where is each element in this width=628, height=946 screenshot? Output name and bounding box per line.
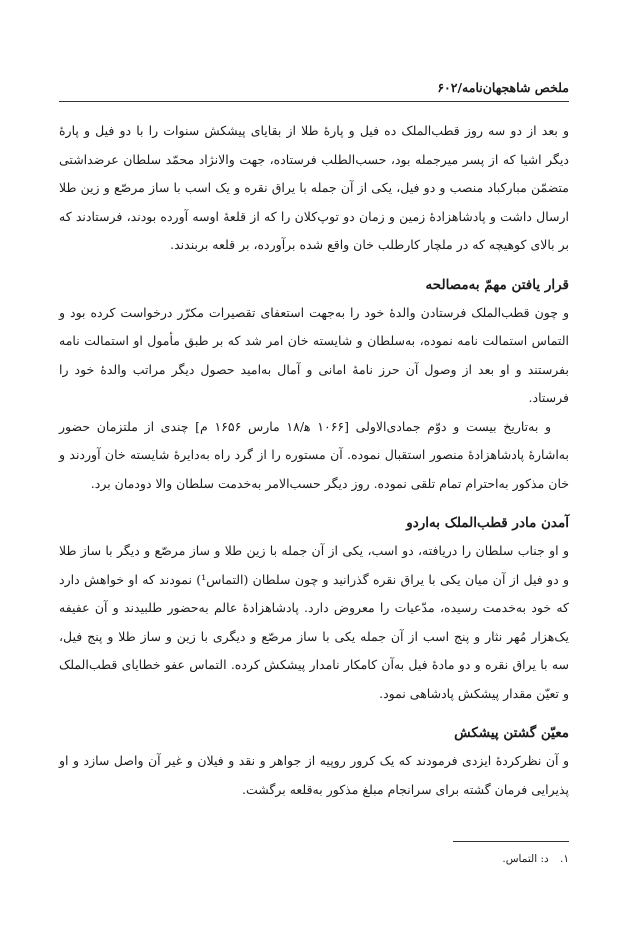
paragraph: و بعد از دو سه روز قطب‌الملک ده فیل و پارهٔ طلا از بقایای پیشکش سنوات را با دو فیل و پارهٔ دیگر اشیا که از پسر میرجمله بود، حسب‌الطلب فرستاده، جهت والانژاد محمّد سلطان عرضداشتی متضمّن مبارکباد منصب و دو فیل، یکی از آن جمله با یراق نقره و یک اسب با ساز مرصّع و زین طلا ارسال داشت و پادشاهزادهٔ زمین و زمان دو توپ‌کلان را که از قلعهٔ اوسه آورده بودند، فرستادند که بر بالای کوهیچه که در ملچار کارطلب خان واقع شده برآورده، بر قلعه بربندند.	[59, 123, 569, 252]
section-heading: قرار یافتن مهمّ به‌مصالحه	[425, 276, 569, 293]
paragraph: و او جناب سلطان را دریافته، دو اسب، یکی از آن جمله با زین طلا و ساز مرصّع و دیگر با ساز طلا و دو فیل از آن میان یکی با یراق نقره گذرانید و چون سلطان (التماس¹) نمودند که او خواهش دارد که خود به‌خدمت رسیده، مدّعیات را معروض دارد. پادشاهزادهٔ عالم به‌حضور طلبیدند و آن عفیفه یک‌هزار مُهر نثار و پنج اسب از آن جمله یکی با ساز مرصّع و دیگری با زین و ساز طلا و پنج فیل، سه با یراق نقره و دو مادهٔ فیل به‌آن کامکار نامدار پیشکش کرده. التماس عفو خطایای قطب‌الملک و تعیّن مقدار پیشکش پادشاهی نمود.	[59, 543, 569, 701]
footnote-text: د: التماس.	[502, 853, 549, 865]
footnote	[502, 852, 569, 866]
footnote-number: ۱.	[560, 853, 569, 865]
paragraph: و چون قطب‌الملک فرستادن والدهٔ خود را به‌جهت استعفای تقصیرات مکرّر درخواست کرده بود و التماس استمالت نامه نموده، به‌سلطان و شایسته خان امر شد که بر طبق مأمول او استمالت نامه بفرستند و او بعد از وصول آن حرز نامهٔ امانی و آمال به‌امید حصول دیگر مراتب والدهٔ خود را فرستاد.	[59, 304, 569, 405]
paragraph: و آن نظرکردهٔ ایزدی فرمودند که یک کرور روپیه از جواهر و نقد و فیلان و غیر آن واصل سازد و او پذیرایی فرمان گشته برای سرانجام مبلغ مذکور به‌قلعه برگشت.	[59, 753, 569, 797]
section-heading: آمدن مادر قطب‌الملک به‌اردو	[406, 515, 569, 531]
page-body	[59, 117, 569, 804]
paragraph: و به‌تاریخ بیست و دوّم جمادی‌الاولی [۱۰۶۶ ه‍/۱۸ مارس ۱۶۵۶ م] چندی از ملتزمان حضور به‌اشارهٔ پادشاهزادهٔ منصور استقبال نموده. آن مستوره را از گرد راه به‌دایرهٔ شایسته خان آوردند و خان مذکور به‌احترام تمام تلقی نموده. روز دیگر حسب‌الامر به‌خدمت سلطان والا دودمان برد.	[59, 418, 569, 491]
running-head: ملخص شاهجهان‌نامه/۶۰۲	[437, 80, 569, 95]
section-heading: معیّن گشتن پیشکش	[454, 725, 569, 741]
header-rule	[59, 101, 569, 102]
footnote-rule	[453, 841, 569, 842]
